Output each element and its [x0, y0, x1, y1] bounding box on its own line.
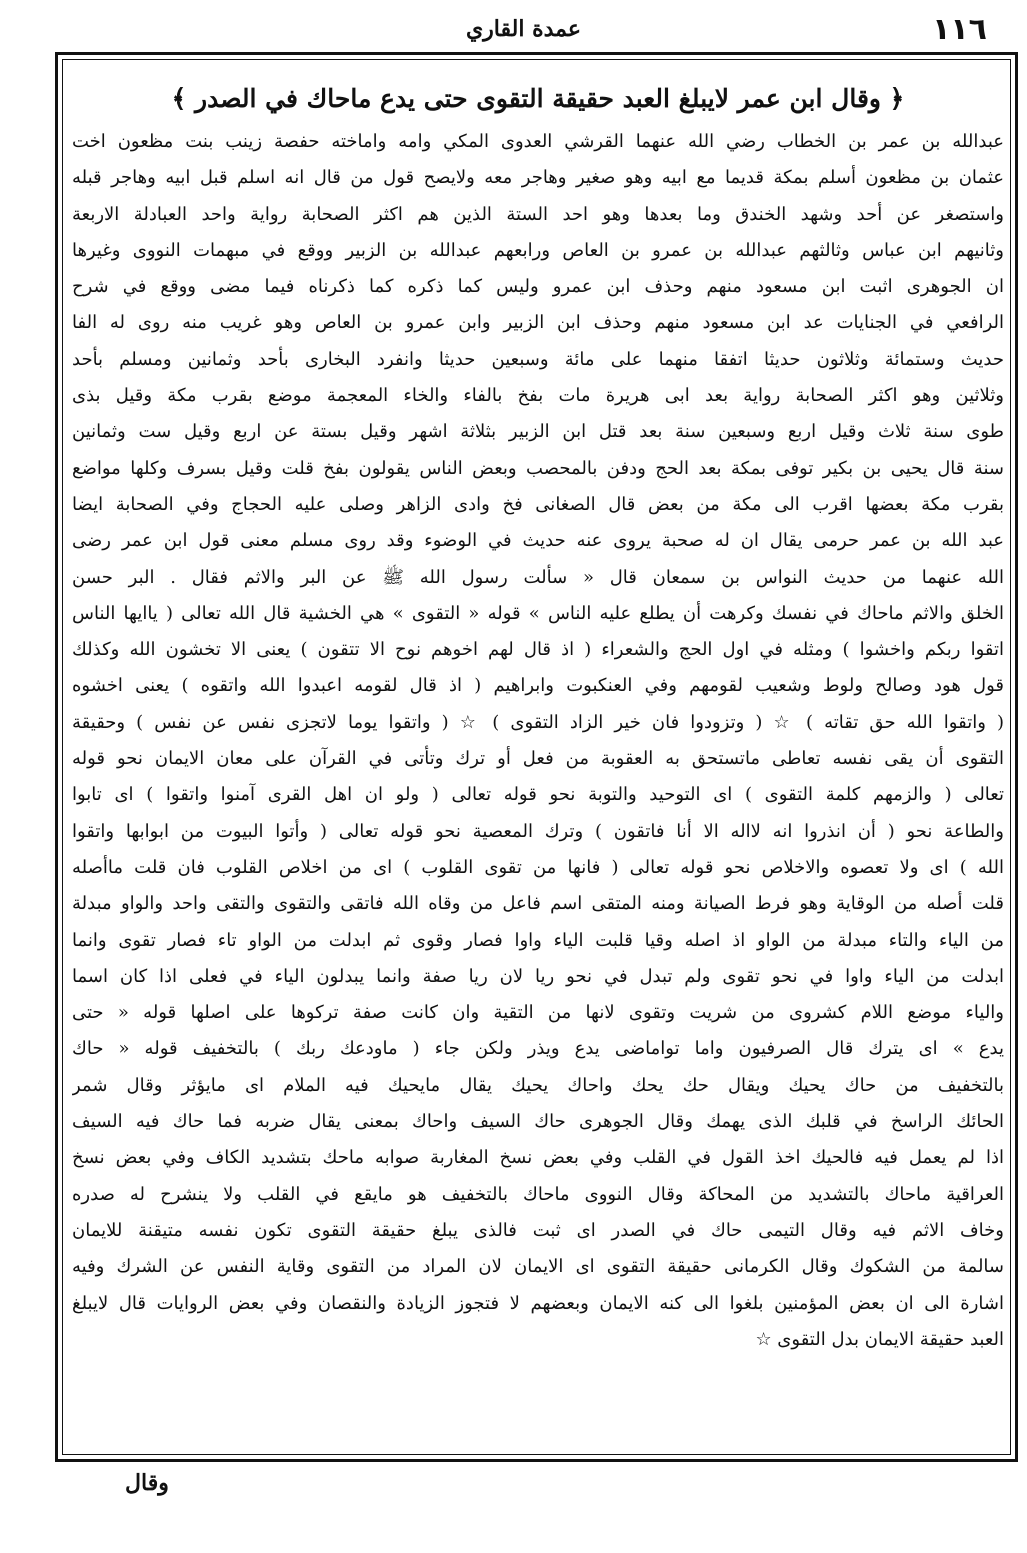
text-line: الحائك الراسخ في قلبك الذى يهمك وقال الجوهرى حاك السيف واحاك بمعنى يقال ضربه فما حاك فيه السيف	[72, 1111, 1004, 1133]
text-line: اذا لم يعمل فيه فالحيك اخذ القول في القلب وفي بعض نسخ المغاربة صوابه ماحك بتشديد الكاف وفي بعض نسخ	[72, 1147, 1004, 1169]
text-line: ان الجوهرى اثبت ابن مسعود منهم وحذف ابن عمرو وليس كما ذكره كما ذكرناه فيما مضى ووقع في شرح	[72, 276, 1004, 298]
text-line: الرافعي في الجنايات عد ابن مسعود منهم وحذف ابن الزبير وابن عمرو بن العاص وهو غريب منه روى له الفا	[72, 312, 1004, 334]
text-line: طوى سنة ثلاث وقيل اربع وسبعين سنة بعد قتل ابن الزبير بثلاثة اشهر وقيل بستة عن اربع وقيل ست وثمانين	[72, 421, 1004, 443]
text-line: وثانيهم ابن عباس وثالثهم عبدالله بن عمرو بن العاص ورابعهم عبدالله بن الزبير ووقع في مبهمات النووى وغيرها	[72, 239, 1004, 261]
text-line: العراقية ماحاك بالتشديد من المحاكة وقال النووى ماحاك بالتخفيف هو مايقع في القلب ولا ينشرح له صدره	[72, 1183, 1004, 1205]
running-title: عمدة القاري	[465, 16, 582, 42]
text-line: والطاعة نحو ( أن انذروا انه لااله الا أنا فاتقون ) وترك المعصية نحو قوله تعالى ( وأتوا البيوت من ابوابها واتقوا	[72, 820, 1004, 842]
text-line: عثمان بن مظعون أسلم بمكة قديما مع ابيه وهو صغير وهاجر معه ولايصح قول من قال انه اسلم قبل ابيه وهاجر قبله	[72, 167, 1004, 189]
text-lines	[72, 124, 1004, 1358]
page-number: ١١٦	[932, 12, 987, 47]
text-line-last: العبد حقيقة الايمان بدل التقوى ☆	[755, 1328, 1004, 1350]
text-line: والياء موضع اللام كشروى من شريت وتقوى لانها من التقية وان كانت صفة تركوها على اصلها قوله « حتى	[72, 1002, 1004, 1024]
text-line: اشارة الى ان بعض المؤمنين بلغوا الى كنه الايمان وبعضهم لا فتجوز الزيادة والنقصان وفي بعض الروايات قال لايبلغ	[72, 1292, 1004, 1314]
text-line: سالمة من الشكوك وقال الكرمانى حقيقة التقوى اى الايمان لان المراد من التقوى وقاية النفس عن الشرك وفيه	[72, 1256, 1004, 1278]
catchword: وقال	[125, 1470, 169, 1496]
text-line: الله عنهما من حديث النواس بن سمعان قال « سألت رسول الله ﷺ عن البر والاثم فقال . البر حسن	[72, 566, 1004, 588]
text-line: واستصغر عن أحد وشهد الخندق وما بعدها وهو احد الستة الذين هم اكثر الصحابة رواية واحد العبادلة الاربعة	[72, 203, 1004, 225]
text-line: قول هود وصالح ولوط وشعيب لقومهم وفي العنكبوت وابراهيم ( اذ قال لقومه اعبدوا الله واتقوه ) يعنى اخشوه	[72, 675, 1004, 697]
text-line: يدع » اى يترك قال الصرفيون واما تواماضى يدع ويذر ولكن جاء ( ماودعك ربك ) بالتخفيف قوله « حاك	[72, 1038, 1004, 1060]
chapter-heading: ﴿ وقال ابن عمر لايبلغ العبد حقيقة التقوى حتى يدع ماحاك في الصدر ﴾	[171, 83, 905, 113]
text-line: ( واتقوا الله حق تقاته ) ☆ ( وتزودوا فان خير الزاد التقوى ) ☆ ( واتقوا يوما لاتجزى نفس عن نفس ) وحقيقة	[72, 711, 1004, 733]
text-line: وثلاثين وهو اكثر الصحابة رواية بعد ابى هريرة مات بفخ بالفاء والخاء المعجمة موضع بقرب مكة وقيل بذى	[72, 385, 1004, 407]
text-line: وخاف الاثم فيه وقال التيمى حاك في الصدر اى ثبت فالذى يبلغ حقيقة التقوى تكون نفسه متيقنة للايمان	[72, 1219, 1004, 1241]
text-line: الخلق والاثم ماحاك في نفسك وكرهت أن يطلع عليه الناس » قوله « التقوى » هي الخشية قال الله تعالى ( ياايها الناس	[72, 602, 1004, 624]
text-line: سنة قال يحيى بن بكير توفى بمكة بعد الحج ودفن بالمحصب وبعض الناس يقولون بفخ قلت وقيل بسرف وكلها مواضع	[72, 457, 1004, 479]
text-body	[72, 72, 1004, 1450]
text-line: اتقوا ربكم واخشوا ) ومثله في اول الحج والشعراء ( اذ قال لهم اخوهم نوح الا تتقون ) يعنى الا تخشون الله وكذلك	[72, 639, 1004, 661]
text-line: التقوى أن يقى نفسه تعاطى ماتستحق به العقوبة من فعل أو ترك وتأتى في القرآن على معان الايمان نحو قوله	[72, 748, 1004, 770]
text-line: عبد الله بن عمر حرمى يقال ان له صحبة يروى عنه حديث في الوضوء وقد روى مسلم معنى قول ابن عمر رضى	[72, 530, 1004, 552]
text-line: من الياء والتاء مبدلة من الواو اذ اصله وقيا قلبت الياء واوا فصار وقوى ثم ابدلت من الواو تاء فصار تقوى وانما	[72, 929, 1004, 951]
text-line: بقرب مكة بعضها اقرب الى مكة من بعض قال الصغانى فخ وادى الزاهر وصلى عليه الحجاج وفي الصحابة ايضا	[72, 493, 1004, 515]
page-header	[60, 10, 987, 50]
text-line: الله ) اى ولا تعصوه والاخلاص نحو قوله تعالى ( فانها من تقوى القلوب ) اى من اخلاص القلوب فان قلت ماأصله	[72, 856, 1004, 878]
text-line: حديث وستمائة وثلاثون حديثا اتفقا منهما على مائة وسبعين حديثا وانفرد البخارى بأحد وثمانين ومسلم بأحد	[72, 348, 1004, 370]
text-line: بالتخفيف من حاك يحيك ويقال حك يحك واحاك يحيك يقال مايحيك فيه الملام اى مايؤثر وقال شمر	[72, 1074, 1004, 1096]
text-line: ابدلت من الياء واوا في نحو تقوى ولم تبدل في نحو ريا لان ريا صفة وانما يبدلون الياء في فعلى اذا كان اسما	[72, 965, 1004, 987]
text-line: تعالى ( والزمهم كلمة التقوى ) اى التوحيد والتوبة نحو قوله تعالى ( ولو ان اهل القرى آمنوا واتقوا ) اى تابوا	[72, 784, 1004, 806]
text-line: قلت أصله من الوقاية وهو فرط الصيانة ومنه المتقى اسم فاعل من وقاه الله فاتقى والتقوى والتقى واحد والواو مبدلة	[72, 893, 1004, 915]
text-line: عبدالله بن عمر بن الخطاب رضي الله عنهما القرشي العدوى المكي وامه واماخته حفصة زينب بنت مظعون اخت	[72, 131, 1004, 152]
